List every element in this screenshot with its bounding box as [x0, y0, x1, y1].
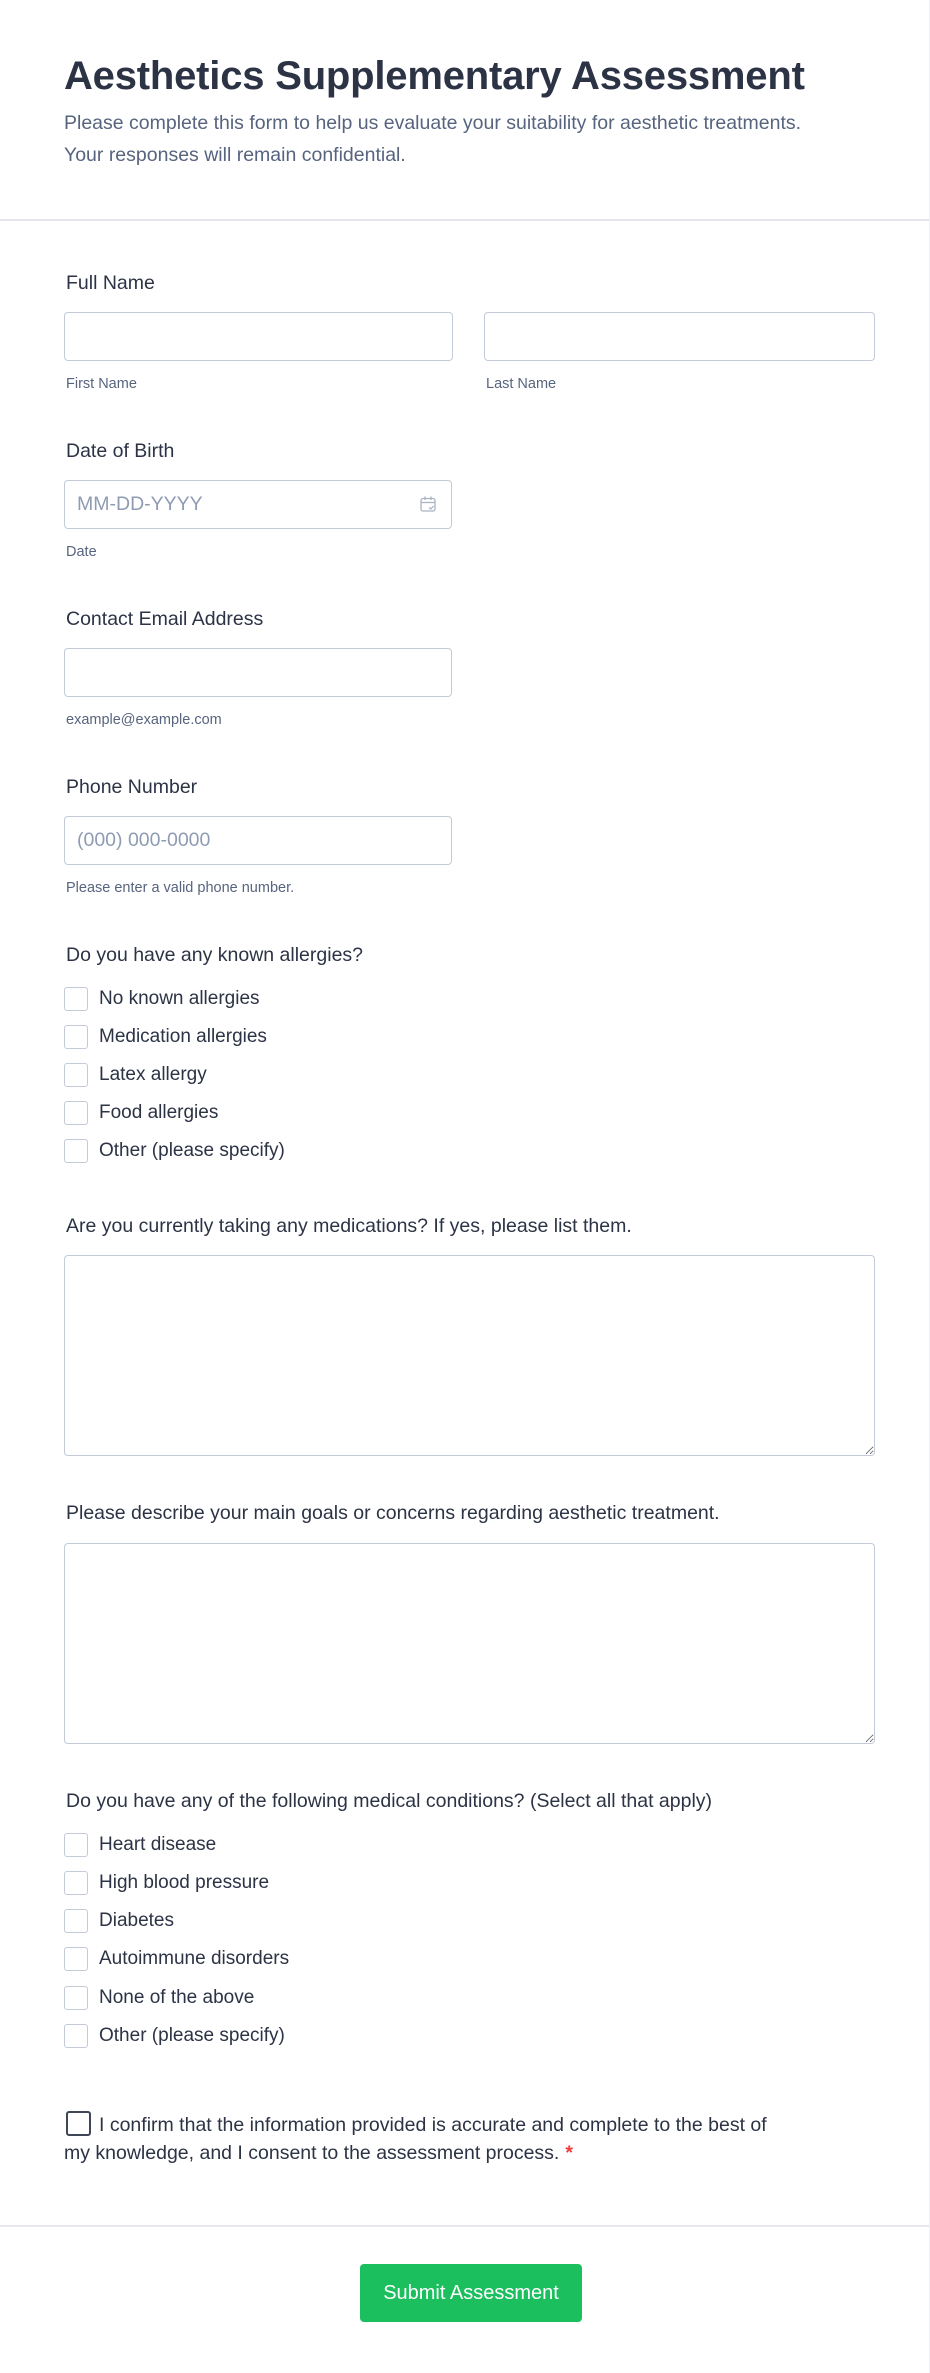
last-name-sublabel: Last Name	[486, 376, 557, 392]
email-label: Contact Email Address	[66, 608, 264, 630]
footer-divider	[0, 2225, 929, 2227]
allergy-option-other[interactable]	[64, 1138, 285, 1164]
condition-option-none[interactable]	[64, 1985, 254, 2011]
last-name-input[interactable]	[484, 312, 875, 361]
condition-option-other[interactable]	[64, 2023, 285, 2049]
checkbox-label: Heart disease	[99, 1834, 217, 1855]
allergy-option-latex[interactable]	[64, 1062, 207, 1088]
submit-button[interactable]: Submit Assessment	[360, 2264, 582, 2322]
first-name-sublabel: First Name	[66, 376, 137, 392]
consent-text: I confirm that the information provided is accurate and complete to the best of my knowledge, and I consent to the assessment process.	[64, 2114, 767, 2164]
phone-label: Phone Number	[66, 776, 198, 798]
checkbox-label: Autoimmune disorders	[99, 1948, 290, 1969]
required-asterisk: *	[565, 2142, 573, 2164]
first-name-input[interactable]	[64, 312, 453, 361]
allergies-label: Do you have any known allergies?	[66, 944, 364, 966]
calendar-icon[interactable]	[419, 495, 437, 513]
checkbox[interactable]	[64, 987, 88, 1011]
medications-textarea[interactable]	[64, 1255, 875, 1456]
dob-sublabel: Date	[66, 544, 97, 560]
page-title: Aesthetics Supplementary Assessment	[64, 54, 805, 98]
consent-field	[64, 2111, 784, 2167]
allergy-option-no-known[interactable]	[64, 986, 260, 1012]
condition-option-heart-disease[interactable]	[64, 1832, 216, 1858]
dob-label: Date of Birth	[66, 440, 175, 462]
checkbox[interactable]	[64, 1986, 88, 2010]
checkbox[interactable]	[64, 2024, 88, 2048]
checkbox-label: No known allergies	[99, 988, 260, 1009]
email-input[interactable]	[64, 648, 452, 697]
checkbox[interactable]	[64, 1871, 88, 1895]
checkbox[interactable]	[64, 1909, 88, 1933]
checkbox[interactable]	[64, 1833, 88, 1857]
checkbox-label: Other (please specify)	[99, 1140, 285, 1161]
page-subtitle: Please complete this form to help us evaluate your suitability for aesthetic treatments. Your responses will remain confidential.	[64, 112, 802, 166]
form-header	[0, 0, 929, 221]
condition-option-high-blood-pressure[interactable]	[64, 1870, 269, 1896]
checkbox-label: Latex allergy	[99, 1064, 207, 1085]
email-sublabel: example@example.com	[66, 712, 222, 728]
goals-label: Please describe your main goals or concerns regarding aesthetic treatment.	[66, 1502, 720, 1524]
condition-option-autoimmune[interactable]	[64, 1946, 289, 1972]
checkbox-label: Medication allergies	[99, 1026, 267, 1047]
allergy-option-food[interactable]	[64, 1100, 218, 1126]
goals-textarea[interactable]	[64, 1543, 875, 1744]
checkbox[interactable]	[64, 1063, 88, 1087]
allergy-option-medication[interactable]	[64, 1024, 267, 1050]
checkbox-label: Other (please specify)	[99, 2025, 285, 2046]
conditions-label: Do you have any of the following medical conditions? (Select all that apply)	[66, 1790, 713, 1812]
dob-input[interactable]	[64, 480, 452, 529]
checkbox[interactable]	[64, 1947, 88, 1971]
checkbox[interactable]	[64, 1139, 88, 1163]
checkbox-label: None of the above	[99, 1987, 255, 2008]
checkbox[interactable]	[64, 1025, 88, 1049]
condition-option-diabetes[interactable]	[64, 1908, 174, 1934]
checkbox-label: High blood pressure	[99, 1872, 270, 1893]
full-name-label: Full Name	[66, 272, 155, 294]
phone-input[interactable]	[64, 816, 452, 865]
checkbox-label: Diabetes	[99, 1910, 174, 1931]
medications-label: Are you currently taking any medications? If yes, please list them.	[66, 1215, 632, 1237]
checkbox-label: Food allergies	[99, 1102, 219, 1123]
phone-sublabel: Please enter a valid phone number.	[66, 880, 295, 896]
checkbox[interactable]	[64, 1101, 88, 1125]
consent-checkbox[interactable]	[66, 2111, 91, 2136]
